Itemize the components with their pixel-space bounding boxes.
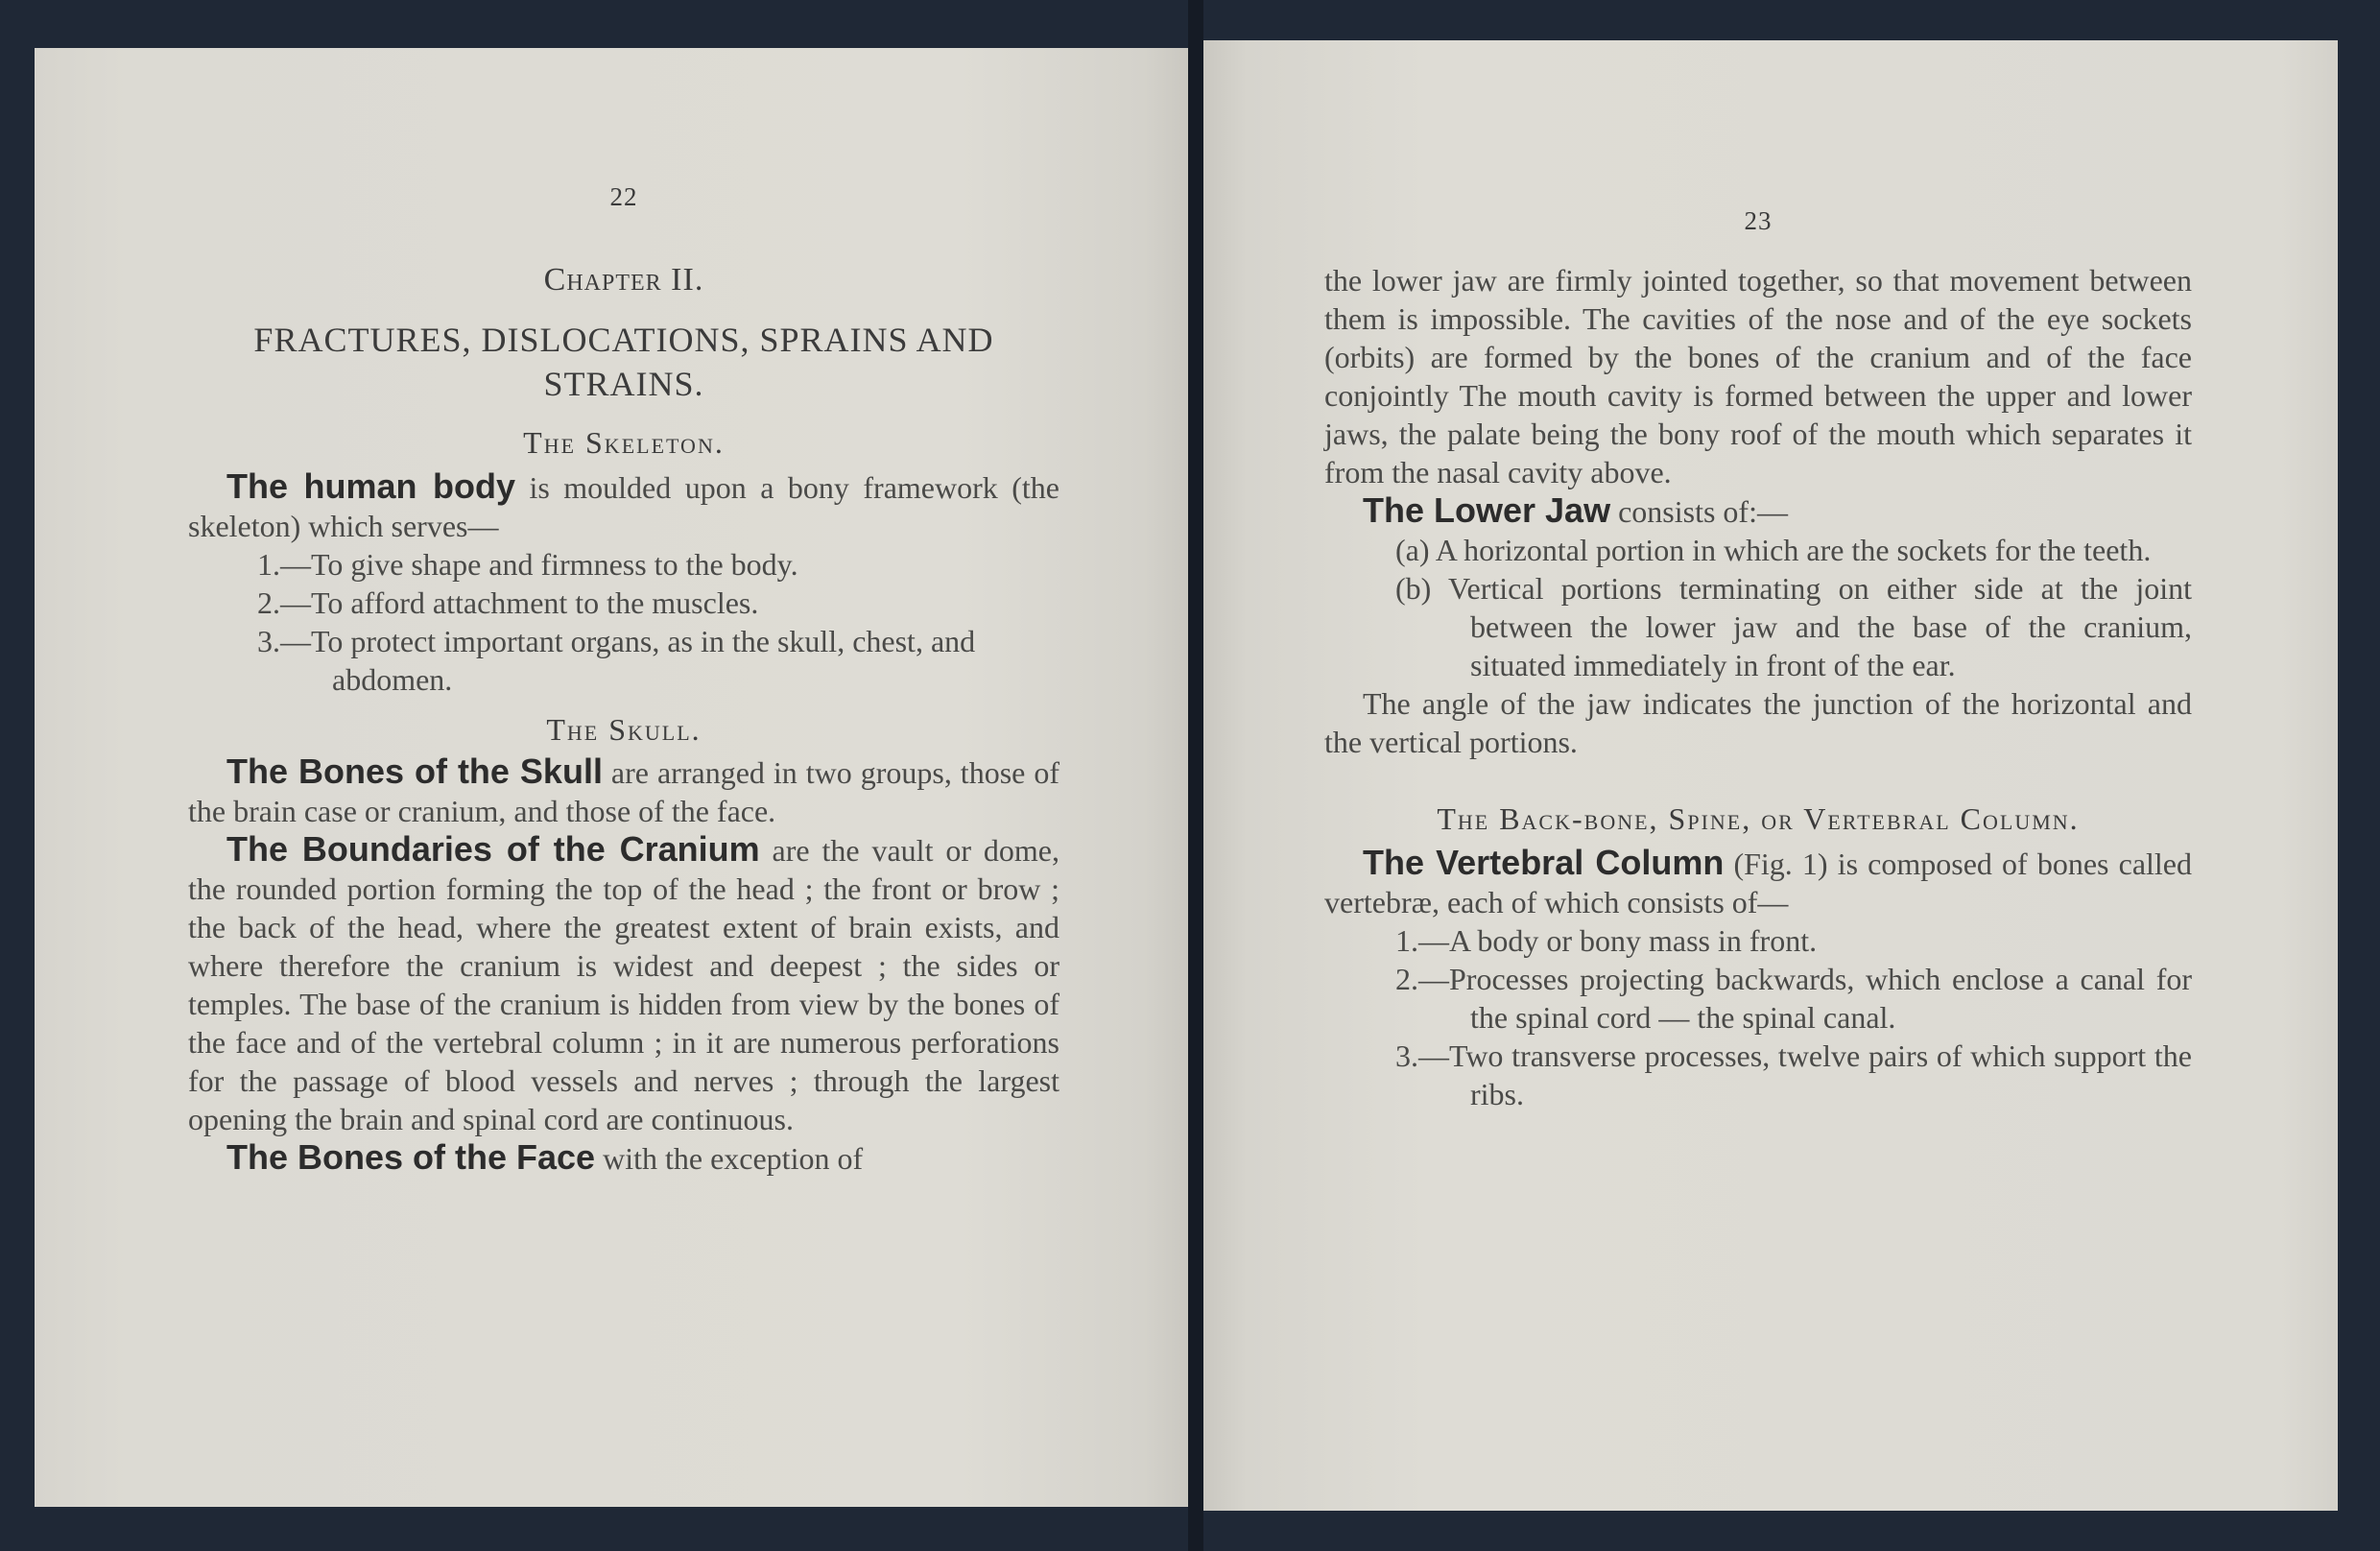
list-item-jaw-a: (a) A horizontal portion in which are the sockets for the teeth. xyxy=(1395,533,2152,567)
paragraph-cranium xyxy=(188,830,1059,1138)
lead-vertebral: The Vertebral Column xyxy=(1363,843,1725,882)
text-vertebral: (Fig. 1) is composed of bones called vertebræ, each of which consists of— xyxy=(1324,847,2192,919)
lead-bones-skull: The Bones of the Skull xyxy=(226,752,603,791)
list-item-vertebra-1: 1.—A body or bony mass in front. xyxy=(1395,923,1818,958)
list-item-serves-3: 3.—To protect important organs, as in the skull, chest, and abdomen. xyxy=(257,624,976,697)
page-number-right: 23 xyxy=(1744,206,1773,235)
lead-human-body: The human body xyxy=(226,466,515,506)
paragraph-angle: The angle of the jaw indicates the junction of the horizontal and the vertical portions. xyxy=(1324,686,2192,759)
chapter-heading: Chapter II. xyxy=(543,262,704,298)
lead-lower-jaw: The Lower Jaw xyxy=(1363,490,1611,530)
text-face: with the exception of xyxy=(595,1141,864,1176)
right-page-text xyxy=(1324,206,2192,1113)
book-gutter xyxy=(1188,0,1203,1551)
paragraph-face xyxy=(188,1138,1059,1178)
paragraph-skeleton xyxy=(188,467,1059,545)
paragraph-lower-jaw xyxy=(1324,491,2192,531)
text-human-body: is moulded upon a bony framework (the skeleton) which serves— xyxy=(188,470,1060,543)
paragraph-vertebral xyxy=(1324,844,2192,921)
paragraph-continuation: the lower jaw are firmly jointed together, so that movement between them is impossible. The cavities of the nose and of the eye sockets (orbits) are formed by the bones of the cranium and of the face conjointly The mouth cavity is formed between the upper and lower jaws, the palate being the bony roof of the mouth which separates it from the nasal cavity above. xyxy=(1324,263,2192,489)
section-heading-skeleton: The Skeleton. xyxy=(523,425,725,460)
list-item-vertebra-3: 3.—Two transverse processes, twelve pairs of which support the ribs. xyxy=(1395,1038,2192,1111)
lead-cranium: The Boundaries of the Cranium xyxy=(226,829,760,869)
list-item-jaw-b: (b) Vertical portions terminating on either side at the joint between the lower jaw and the base of the cranium, situated immediately in front of the ear. xyxy=(1395,571,2192,682)
text-lower-jaw: consists of:— xyxy=(1610,494,1788,529)
section-heading-spine: The Back-bone, Spine, or Vertebral Column. xyxy=(1437,801,2080,836)
chapter-title: FRACTURES, DISLOCATIONS, SPRAINS AND STRAINS. xyxy=(253,321,994,403)
page-number-left: 22 xyxy=(609,182,638,211)
text-cranium: are the vault or dome, the rounded portion forming the top of the head ; the front or brow ; the back of the head, where the greatest extent of brain exists, and where therefore the cranium is widest and deepest ; the sides or temples. The base of the cranium is hidden from view by the bones of the face and of the vertebral column ; in it are numerous perforations for the passage of blood vessels and nerves ; through the largest opening the brain and spinal cord are continuous. xyxy=(188,833,1060,1136)
paragraph-bones-skull xyxy=(188,752,1059,830)
list-item-vertebra-2: 2.—Processes projecting backwards, which enclose a canal for the spinal cord — the spinal canal. xyxy=(1395,962,2192,1035)
section-heading-skull: The Skull. xyxy=(546,712,702,747)
lead-face: The Bones of the Face xyxy=(226,1137,596,1177)
text-bones-skull: are arranged in two groups, those of the brain case or cranium, and those of the face. xyxy=(188,755,1059,828)
list-item-serves-1: 1.—To give shape and firmness to the body. xyxy=(257,547,798,582)
left-page-text xyxy=(188,182,1059,1178)
list-item-serves-2: 2.—To afford attachment to the muscles. xyxy=(257,585,759,620)
